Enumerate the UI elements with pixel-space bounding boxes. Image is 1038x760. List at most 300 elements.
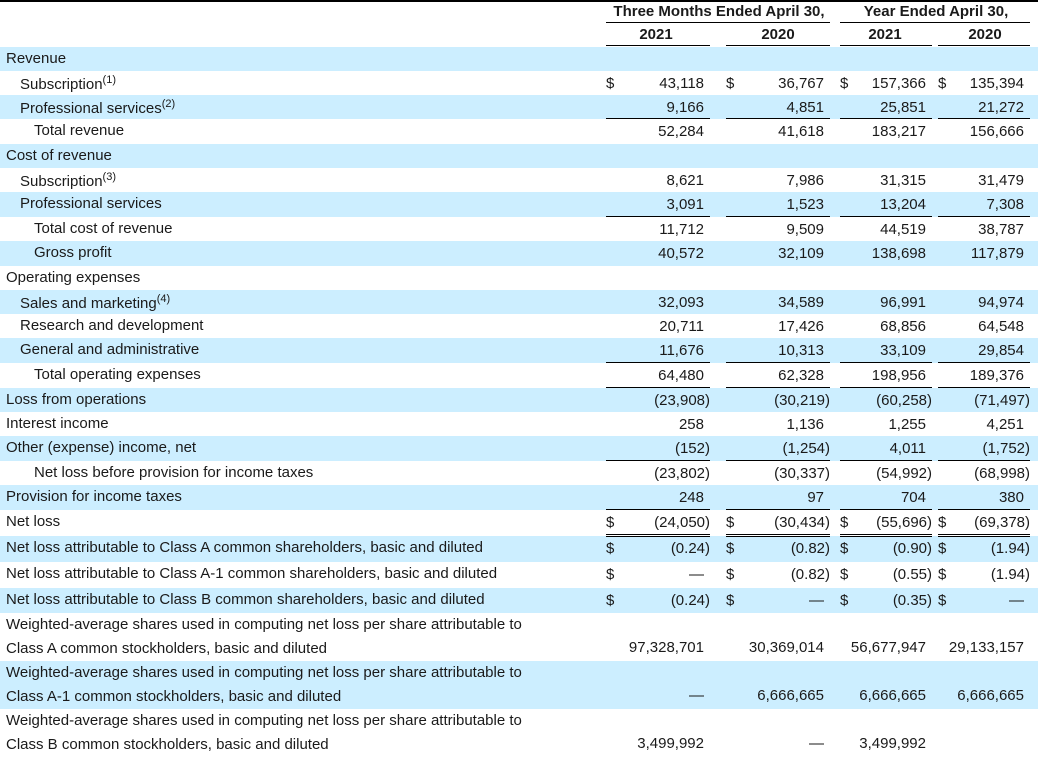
row-label-text: Gross profit bbox=[34, 244, 112, 261]
value-cell bbox=[840, 192, 932, 217]
row-label-text: Professional services bbox=[20, 195, 162, 212]
row-label bbox=[20, 171, 116, 190]
row-label-text: Class A common stockholders, basic and diluted bbox=[6, 640, 327, 657]
row-label-text: Research and development bbox=[20, 317, 204, 334]
double-underline-rule bbox=[606, 534, 710, 537]
row-label bbox=[20, 317, 203, 334]
row-label-text: Total revenue bbox=[34, 122, 125, 139]
cell-value: 10,313 bbox=[778, 342, 824, 359]
cell-value: 97,328,701 bbox=[628, 639, 704, 656]
dollar-sign: $ bbox=[938, 592, 947, 609]
row-label-text: Subscription bbox=[20, 173, 103, 190]
underline-rule bbox=[840, 460, 932, 461]
value-cell bbox=[938, 709, 1030, 757]
row-label bbox=[6, 488, 182, 505]
row-label bbox=[20, 74, 116, 93]
dollar-sign: $ bbox=[726, 566, 735, 583]
cell-value: 64,548 bbox=[978, 318, 1024, 335]
cell-value: 4,851 bbox=[786, 99, 824, 116]
table-row bbox=[0, 71, 1038, 95]
table-row bbox=[0, 613, 1038, 661]
cell-value: 3,499,992 bbox=[637, 735, 704, 752]
row-label bbox=[6, 709, 522, 757]
year-underline-2 bbox=[726, 45, 830, 46]
cell-value: 13,204 bbox=[880, 196, 926, 213]
value-cell bbox=[726, 314, 830, 338]
cell-value: 1,136 bbox=[786, 416, 824, 433]
value-cell bbox=[606, 71, 710, 95]
value-cell bbox=[938, 661, 1030, 709]
row-label bbox=[6, 513, 60, 530]
cell-value: 38,787 bbox=[978, 221, 1024, 238]
table-row bbox=[0, 363, 1038, 388]
underline-rule bbox=[938, 387, 1030, 388]
cell-value: (0.24) bbox=[670, 592, 710, 609]
underline-rule bbox=[606, 387, 710, 388]
cell-value: — bbox=[689, 687, 704, 704]
value-cell bbox=[840, 338, 932, 363]
row-label-text: Net loss attributable to Class B common shareholders, basic and diluted bbox=[6, 591, 485, 608]
value-cell bbox=[840, 613, 932, 661]
row-label-text: Weighted-average shares used in computing net loss per share attributable to bbox=[6, 616, 522, 633]
cell-value: (1,752) bbox=[982, 440, 1030, 457]
value-cell bbox=[938, 290, 1030, 314]
cell-value: (71,497) bbox=[974, 392, 1030, 409]
cell-value: 52,284 bbox=[658, 123, 704, 140]
dollar-sign: $ bbox=[606, 592, 615, 609]
dollar-sign: $ bbox=[606, 566, 615, 583]
table-row bbox=[0, 168, 1038, 192]
dollar-sign: $ bbox=[938, 566, 947, 583]
cell-value: 157,366 bbox=[871, 75, 926, 92]
cell-value: 94,974 bbox=[978, 294, 1024, 311]
table-row bbox=[0, 217, 1038, 241]
value-cell bbox=[606, 290, 710, 314]
value-cell bbox=[840, 436, 932, 461]
value-cell bbox=[606, 461, 710, 485]
cell-value: (24,050) bbox=[654, 514, 710, 531]
value-cell bbox=[726, 536, 830, 562]
value-cell bbox=[938, 71, 1030, 95]
row-label-text: Other (expense) income, net bbox=[6, 439, 197, 456]
row-label bbox=[6, 439, 196, 456]
value-cell bbox=[938, 314, 1030, 338]
cell-value: (0.55) bbox=[892, 566, 932, 583]
dollar-sign: $ bbox=[938, 514, 947, 531]
table-row bbox=[0, 588, 1038, 613]
cell-value: 183,217 bbox=[871, 123, 926, 140]
cell-value: 56,677,947 bbox=[850, 639, 926, 656]
table-row bbox=[0, 290, 1038, 314]
value-cell bbox=[606, 485, 710, 510]
value-cell bbox=[606, 168, 710, 192]
value-cell bbox=[840, 562, 932, 588]
table-row bbox=[0, 562, 1038, 588]
row-label bbox=[6, 661, 522, 709]
cell-value: (0.82) bbox=[790, 566, 830, 583]
value-cell bbox=[726, 661, 830, 709]
value-cell bbox=[938, 266, 1030, 290]
row-label-text: Provision for income taxes bbox=[6, 488, 182, 505]
table-row bbox=[0, 536, 1038, 562]
table-row bbox=[0, 119, 1038, 144]
value-cell bbox=[726, 363, 830, 388]
underline-rule bbox=[938, 460, 1030, 461]
cell-value: 40,572 bbox=[658, 245, 704, 262]
value-cell bbox=[606, 338, 710, 363]
value-cell bbox=[606, 536, 710, 562]
value-cell bbox=[606, 613, 710, 661]
row-label-text: Interest income bbox=[6, 415, 109, 432]
table-row bbox=[0, 192, 1038, 217]
cell-value: 11,676 bbox=[659, 342, 704, 359]
row-label bbox=[6, 147, 112, 164]
cell-value: 1,255 bbox=[888, 416, 926, 433]
underline-rule bbox=[726, 509, 830, 510]
year-header-2: 2020 bbox=[761, 26, 795, 43]
value-cell bbox=[606, 510, 710, 536]
cell-value: 43,118 bbox=[659, 75, 704, 92]
row-label-text: Professional services bbox=[20, 100, 162, 117]
cell-value: 1,523 bbox=[786, 196, 824, 213]
value-cell bbox=[938, 192, 1030, 217]
value-cell bbox=[726, 436, 830, 461]
cell-value: 62,328 bbox=[778, 367, 824, 384]
cell-value: (30,337) bbox=[774, 465, 830, 482]
cell-value: 258 bbox=[678, 416, 704, 433]
value-cell bbox=[726, 461, 830, 485]
value-cell bbox=[840, 266, 932, 290]
year-header-1: 2021 bbox=[639, 26, 673, 43]
value-cell bbox=[840, 412, 932, 436]
value-cell bbox=[726, 613, 830, 661]
row-label-text: Loss from operations bbox=[6, 391, 147, 408]
row-label bbox=[34, 366, 201, 383]
value-cell bbox=[938, 217, 1030, 241]
value-cell bbox=[726, 485, 830, 510]
cell-value: 68,856 bbox=[880, 318, 926, 335]
cell-value: 11,712 bbox=[659, 221, 704, 238]
cell-value: 32,093 bbox=[658, 294, 704, 311]
cell-value: (60,258) bbox=[876, 392, 932, 409]
row-label bbox=[6, 565, 497, 582]
row-label-text: General and administrative bbox=[20, 341, 200, 358]
table-row bbox=[0, 412, 1038, 436]
table-row bbox=[0, 144, 1038, 168]
header-three-months-underline bbox=[606, 22, 830, 23]
cell-value: 33,109 bbox=[880, 342, 926, 359]
cell-value: 7,986 bbox=[786, 172, 824, 189]
year-underline-3 bbox=[840, 45, 932, 46]
underline-rule bbox=[840, 362, 932, 363]
underline-rule bbox=[726, 460, 830, 461]
value-cell bbox=[726, 241, 830, 266]
row-label-text: Total cost of revenue bbox=[34, 220, 173, 237]
row-label bbox=[6, 269, 140, 286]
value-cell bbox=[726, 144, 830, 168]
row-label bbox=[34, 220, 172, 237]
value-cell bbox=[726, 47, 830, 71]
header-three-months: Three Months Ended April 30, bbox=[613, 3, 825, 20]
cell-value: 3,499,992 bbox=[859, 735, 926, 752]
value-cell bbox=[606, 436, 710, 461]
value-cell bbox=[840, 95, 932, 119]
value-cell bbox=[606, 241, 710, 266]
cell-value: 4,011 bbox=[889, 440, 926, 457]
table-row bbox=[0, 485, 1038, 510]
cell-value: (152) bbox=[674, 440, 710, 457]
value-cell bbox=[840, 119, 932, 144]
value-cell bbox=[938, 363, 1030, 388]
cell-value: 29,133,157 bbox=[948, 639, 1024, 656]
cell-value: 30,369,014 bbox=[748, 639, 824, 656]
cell-value: 17,426 bbox=[778, 318, 824, 335]
value-cell bbox=[840, 363, 932, 388]
row-label bbox=[34, 464, 313, 481]
row-label-text: Subscription bbox=[20, 76, 103, 93]
cell-value: 189,376 bbox=[969, 367, 1024, 384]
value-cell bbox=[938, 412, 1030, 436]
value-cell bbox=[840, 144, 932, 168]
value-cell bbox=[726, 290, 830, 314]
row-label bbox=[6, 415, 109, 432]
row-label-text: Operating expenses bbox=[6, 269, 141, 286]
cell-value: 7,308 bbox=[986, 196, 1024, 213]
value-cell bbox=[840, 485, 932, 510]
cell-value: 3,091 bbox=[666, 196, 704, 213]
underline-rule bbox=[606, 118, 710, 119]
cell-value: 380 bbox=[998, 489, 1024, 506]
table-row bbox=[0, 436, 1038, 461]
cell-value: (68,998) bbox=[974, 465, 1030, 482]
value-cell bbox=[938, 536, 1030, 562]
table-row bbox=[0, 709, 1038, 757]
value-cell bbox=[938, 436, 1030, 461]
header-year: Year Ended April 30, bbox=[863, 3, 1009, 20]
cell-value: 8,621 bbox=[666, 172, 704, 189]
table-row bbox=[0, 461, 1038, 485]
dollar-sign: $ bbox=[840, 592, 849, 609]
dollar-sign: $ bbox=[840, 75, 849, 92]
underline-rule bbox=[938, 216, 1030, 217]
row-label-text: Net loss before provision for income taxes bbox=[34, 464, 314, 481]
cell-value: 138,698 bbox=[871, 245, 926, 262]
cell-value: (1.94) bbox=[990, 540, 1030, 557]
underline-rule bbox=[726, 216, 830, 217]
table-row bbox=[0, 95, 1038, 119]
row-label bbox=[34, 122, 124, 139]
cell-value: (0.24) bbox=[670, 540, 710, 557]
underline-rule bbox=[606, 509, 710, 510]
dollar-sign: $ bbox=[840, 540, 849, 557]
value-cell bbox=[938, 613, 1030, 661]
table-row bbox=[0, 661, 1038, 709]
footnote-marker: (2) bbox=[161, 98, 176, 110]
underline-rule bbox=[840, 216, 932, 217]
value-cell bbox=[840, 461, 932, 485]
cell-value: 44,519 bbox=[880, 221, 926, 238]
value-cell bbox=[938, 461, 1030, 485]
year-header-4: 2020 bbox=[968, 26, 1002, 43]
value-cell bbox=[606, 562, 710, 588]
underline-rule bbox=[726, 118, 830, 119]
value-cell bbox=[606, 47, 710, 71]
value-cell bbox=[938, 485, 1030, 510]
top-rule bbox=[0, 0, 1038, 2]
row-label bbox=[20, 195, 162, 212]
cell-value: 248 bbox=[678, 489, 704, 506]
value-cell bbox=[840, 168, 932, 192]
value-cell bbox=[726, 709, 830, 757]
row-label bbox=[6, 591, 485, 608]
value-cell bbox=[840, 588, 932, 613]
value-cell bbox=[606, 192, 710, 217]
cell-value: 31,315 bbox=[880, 172, 926, 189]
value-cell bbox=[840, 536, 932, 562]
row-label-text: Cost of revenue bbox=[6, 147, 112, 164]
cell-value: (69,378) bbox=[974, 514, 1030, 531]
row-label-text: Revenue bbox=[6, 50, 67, 67]
underline-rule bbox=[938, 509, 1030, 510]
cell-value: 9,166 bbox=[666, 99, 704, 116]
dollar-sign: $ bbox=[840, 514, 849, 531]
cell-value: — bbox=[809, 592, 824, 609]
row-label bbox=[20, 293, 170, 312]
row-label-text: Net loss attributable to Class A-1 common shareholders, basic and diluted bbox=[6, 565, 498, 582]
row-label-text: Total operating expenses bbox=[34, 366, 201, 383]
cell-value: (30,219) bbox=[774, 392, 830, 409]
dollar-sign: $ bbox=[726, 540, 735, 557]
cell-value: 29,854 bbox=[978, 342, 1024, 359]
cell-value: (23,908) bbox=[654, 392, 710, 409]
value-cell bbox=[840, 314, 932, 338]
value-cell bbox=[938, 241, 1030, 266]
dollar-sign: $ bbox=[840, 566, 849, 583]
year-underline-4 bbox=[938, 45, 1030, 46]
cell-value: (55,696) bbox=[876, 514, 932, 531]
value-cell bbox=[938, 119, 1030, 144]
value-cell bbox=[606, 266, 710, 290]
year-header-3: 2021 bbox=[868, 26, 902, 43]
cell-value: — bbox=[689, 566, 704, 583]
underline-rule bbox=[726, 362, 830, 363]
cell-value: 25,851 bbox=[880, 99, 926, 116]
dollar-sign: $ bbox=[606, 514, 615, 531]
value-cell bbox=[606, 709, 710, 757]
value-cell bbox=[726, 338, 830, 363]
row-label-text: Weighted-average shares used in computing net loss per share attributable to bbox=[6, 712, 522, 729]
cell-value: 64,480 bbox=[658, 367, 704, 384]
row-label-text: Weighted-average shares used in computing net loss per share attributable to bbox=[6, 664, 522, 681]
value-cell bbox=[606, 314, 710, 338]
dollar-sign: $ bbox=[606, 75, 615, 92]
value-cell bbox=[840, 661, 932, 709]
table-row bbox=[0, 338, 1038, 363]
value-cell bbox=[938, 95, 1030, 119]
cell-value: (0.90) bbox=[892, 540, 932, 557]
row-label-text: Class B common stockholders, basic and diluted bbox=[6, 736, 329, 753]
cell-value: 704 bbox=[900, 489, 926, 506]
row-label bbox=[6, 391, 146, 408]
value-cell bbox=[938, 47, 1030, 71]
cell-value: 9,509 bbox=[786, 221, 824, 238]
table-row bbox=[0, 388, 1038, 412]
row-label-text: Net loss bbox=[6, 513, 61, 530]
row-label-text: Class A-1 common stockholders, basic and diluted bbox=[6, 688, 342, 705]
value-cell bbox=[726, 168, 830, 192]
double-underline-rule bbox=[938, 534, 1030, 537]
cell-value: 117,879 bbox=[970, 245, 1024, 262]
value-cell bbox=[840, 290, 932, 314]
value-cell bbox=[938, 510, 1030, 536]
row-label bbox=[20, 98, 175, 117]
value-cell bbox=[726, 95, 830, 119]
cell-value: 4,251 bbox=[986, 416, 1024, 433]
value-cell bbox=[938, 144, 1030, 168]
value-cell bbox=[840, 388, 932, 412]
row-label bbox=[6, 50, 66, 67]
underline-rule bbox=[840, 509, 932, 510]
table-row bbox=[0, 266, 1038, 290]
header-year-underline bbox=[840, 22, 1030, 23]
underline-rule bbox=[606, 362, 710, 363]
cell-value: 31,479 bbox=[978, 172, 1024, 189]
value-cell bbox=[606, 388, 710, 412]
value-cell bbox=[726, 412, 830, 436]
underline-rule bbox=[726, 387, 830, 388]
value-cell bbox=[938, 338, 1030, 363]
value-cell bbox=[840, 217, 932, 241]
row-label bbox=[20, 341, 199, 358]
double-underline-rule bbox=[840, 534, 932, 537]
cell-value: — bbox=[809, 735, 824, 752]
underline-rule bbox=[606, 216, 710, 217]
value-cell bbox=[840, 510, 932, 536]
cell-value: 135,394 bbox=[969, 75, 1024, 92]
row-label-text: Net loss attributable to Class A common shareholders, basic and diluted bbox=[6, 539, 483, 556]
cell-value: 20,711 bbox=[659, 318, 704, 335]
value-cell bbox=[606, 144, 710, 168]
cell-value: (23,802) bbox=[654, 465, 710, 482]
value-cell bbox=[726, 217, 830, 241]
row-label-text: Sales and marketing bbox=[20, 295, 157, 312]
value-cell bbox=[938, 388, 1030, 412]
underline-rule bbox=[938, 118, 1030, 119]
cell-value: (0.82) bbox=[790, 540, 830, 557]
value-cell bbox=[840, 241, 932, 266]
row-label bbox=[34, 244, 112, 261]
cell-value: 41,618 bbox=[778, 123, 824, 140]
value-cell bbox=[840, 71, 932, 95]
cell-value: 32,109 bbox=[778, 245, 824, 262]
cell-value: 6,666,665 bbox=[757, 687, 824, 704]
double-underline-rule bbox=[726, 534, 830, 537]
value-cell bbox=[726, 388, 830, 412]
cell-value: (54,992) bbox=[876, 465, 932, 482]
value-cell bbox=[938, 168, 1030, 192]
value-cell bbox=[606, 217, 710, 241]
value-cell bbox=[726, 266, 830, 290]
table-row bbox=[0, 241, 1038, 266]
row-label bbox=[6, 613, 522, 661]
value-cell bbox=[726, 192, 830, 217]
value-cell bbox=[606, 661, 710, 709]
cell-value: 34,589 bbox=[778, 294, 824, 311]
underline-rule bbox=[606, 460, 710, 461]
value-cell bbox=[606, 95, 710, 119]
cell-value: 6,666,665 bbox=[859, 687, 926, 704]
cell-value: 97 bbox=[807, 489, 824, 506]
